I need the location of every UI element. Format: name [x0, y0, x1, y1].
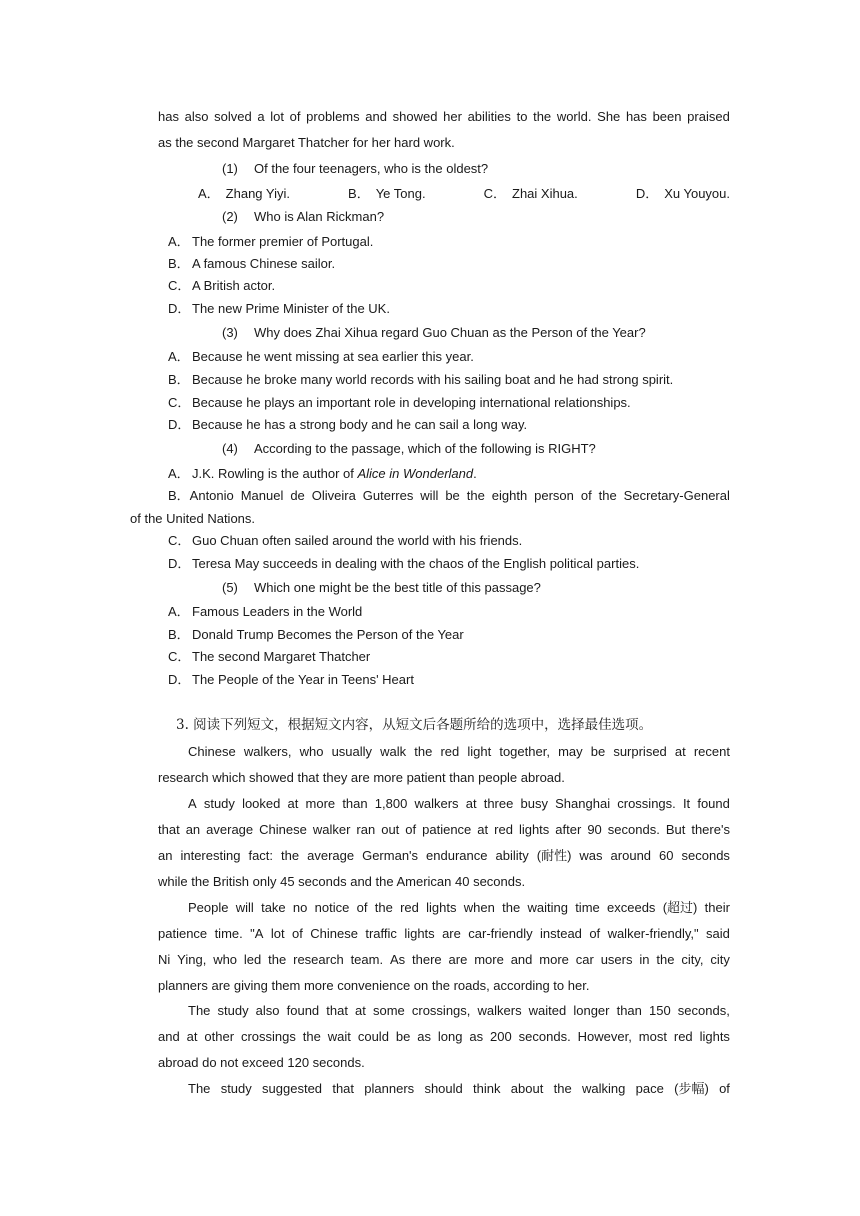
option-b[interactable]	[168, 255, 335, 273]
option-a[interactable]	[168, 233, 373, 251]
option-text: Ye Tong.	[375, 186, 426, 201]
option-c[interactable]	[484, 185, 578, 203]
option-label: C．	[168, 533, 191, 548]
option-c[interactable]	[168, 532, 522, 550]
passage-line: an interesting fact: the average German's endurance ability (耐性) was around 60 seconds	[158, 848, 730, 863]
question-3	[222, 324, 646, 342]
option-text: The People of the Year in Teens' Heart	[192, 672, 414, 687]
question-5	[222, 579, 541, 597]
passage-line: patience time. "A lot of Chinese traffic lights are car-friendly instead of walker-friendly," said	[158, 926, 730, 941]
question-text: Of the four teenagers, who is the oldest?	[254, 161, 489, 176]
option-text: Donald Trump Becomes the Person of the Year	[192, 627, 464, 642]
option-text: J.K. Rowling is the author of	[192, 466, 358, 481]
option-a[interactable]	[168, 348, 474, 366]
passage-line: has also solved a lot of problems and showed her abilities to the world. She has been praised	[158, 109, 730, 124]
option-label: A．	[168, 234, 190, 249]
option-text: Zhang Yiyi.	[225, 186, 290, 201]
passage-line: Ni Ying, who led the research team. As there are more and more car users in the city, city	[158, 952, 730, 967]
option-text: The second Margaret Thatcher	[192, 649, 371, 664]
option-d[interactable]	[168, 416, 527, 434]
option-text: Because he has a strong body and he can sail a long way.	[192, 417, 528, 432]
option-label: B．	[168, 256, 190, 271]
option-label: D．	[168, 417, 191, 432]
option-label: D．	[635, 186, 659, 201]
option-label: B．	[348, 186, 370, 201]
book-title: Alice in Wonderland	[357, 466, 474, 481]
option-label: C．	[483, 186, 507, 201]
question-text: According to the passage, which of the following is RIGHT?	[254, 441, 596, 456]
option-text: The former premier of Portugal.	[192, 234, 374, 249]
question-4	[222, 440, 596, 458]
question-text: Which one might be the best title of this passage?	[254, 580, 541, 595]
passage-line: planners are giving them more convenience on the roads, according to her.	[158, 978, 590, 993]
option-label: B．	[168, 372, 190, 387]
question-text: Why does Zhai Xihua regard Guo Chuan as the Person of the Year?	[254, 325, 646, 340]
option-text: Zhai Xihua.	[512, 186, 578, 201]
option-text: The new Prime Minister of the UK.	[192, 301, 390, 316]
option-text: Xu Youyou.	[664, 186, 730, 201]
passage-line: abroad do not exceed 120 seconds.	[158, 1055, 365, 1070]
question-number: (1)	[222, 161, 238, 176]
passage-line: while the British only 45 seconds and the American 40 seconds.	[158, 874, 526, 889]
question-number: (2)	[222, 209, 238, 224]
option-label: D．	[168, 301, 191, 316]
question-number: (3)	[222, 325, 238, 340]
passage-line: The study suggested that planners should think about the walking pace (步幅) of	[188, 1081, 730, 1096]
question-1	[222, 160, 488, 178]
option-label: A．	[198, 186, 220, 201]
option-label: C．	[168, 395, 191, 410]
passage-line: The study also found that at some crossings, walkers waited longer than 150 seconds,	[188, 1003, 730, 1018]
option-b[interactable]	[168, 371, 673, 389]
option-d[interactable]	[168, 300, 390, 318]
option-b-continuation: of the United Nations.	[130, 511, 256, 526]
option-b[interactable]	[348, 185, 426, 203]
option-text: Because he went missing at sea earlier this year.	[192, 349, 474, 364]
option-d[interactable]	[168, 671, 414, 689]
option-text-end: .	[473, 466, 477, 481]
option-label: D．	[168, 556, 191, 571]
option-label: A．	[168, 349, 190, 364]
passage-line: research which showed that they are more patient than people abroad.	[158, 770, 565, 785]
section-3-heading: 3. 阅读下列短文，根据短文内容，从短文后各题所给的选项中，选择最佳选项。	[176, 717, 653, 733]
option-label: B．	[168, 627, 190, 642]
option-c[interactable]	[168, 648, 370, 666]
option-text: A British actor.	[192, 278, 276, 293]
option-b[interactable]	[168, 626, 464, 644]
option-a[interactable]	[168, 465, 477, 483]
option-b[interactable]: B．Antonio Manuel de Oliveira Guterres will be the eighth person of the Secretary-General	[168, 488, 730, 503]
option-text: A famous Chinese sailor.	[192, 256, 336, 271]
option-label: A．	[168, 466, 190, 481]
option-label: D．	[168, 672, 191, 687]
option-text: Because he plays an important role in developing international relationships.	[192, 395, 631, 410]
option-text: Famous Leaders in the World	[192, 604, 363, 619]
passage-line: People will take no notice of the red lights when the waiting time exceeds (超过) their	[188, 900, 730, 915]
option-text: Guo Chuan often sailed around the world with his friends.	[192, 533, 523, 548]
option-c[interactable]	[168, 394, 631, 412]
option-label: C．	[168, 278, 191, 293]
passage-line: that an average Chinese walker ran out of patience at red lights after 90 seconds. But there's	[158, 822, 730, 837]
option-label: C．	[168, 649, 191, 664]
option-a[interactable]	[168, 603, 362, 621]
option-d[interactable]	[168, 555, 639, 573]
question-number: (4)	[222, 441, 238, 456]
option-c[interactable]	[168, 277, 275, 295]
passage-line: A study looked at more than 1,800 walkers at three busy Shanghai crossings. It found	[188, 796, 730, 811]
passage-line: Chinese walkers, who usually walk the red light together, may be surprised at recent	[188, 744, 730, 759]
passage-line: as the second Margaret Thatcher for her hard work.	[158, 135, 455, 150]
option-text: Teresa May succeeds in dealing with the chaos of the English political parties.	[192, 556, 640, 571]
question-1-options	[198, 185, 730, 203]
option-text: Because he broke many world records with his sailing boat and he had strong spirit.	[192, 372, 674, 387]
option-d[interactable]	[636, 185, 730, 203]
question-2	[222, 208, 384, 226]
option-label: A．	[168, 604, 190, 619]
passage-line: and at other crossings the wait could be as long as 200 seconds. However, most red lights	[158, 1029, 730, 1044]
option-a[interactable]	[198, 185, 290, 203]
question-text: Who is Alan Rickman?	[254, 209, 385, 224]
question-number: (5)	[222, 580, 238, 595]
